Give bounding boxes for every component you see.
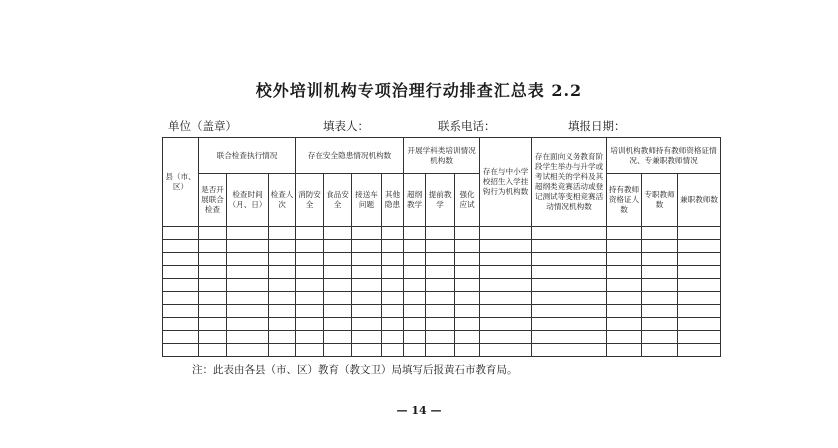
table-cell [642, 318, 678, 331]
table-cell [227, 240, 269, 253]
table-row [163, 240, 721, 253]
table-cell [352, 253, 382, 266]
table-cell [296, 279, 324, 292]
table-cell [324, 331, 352, 344]
table-cell [382, 344, 404, 357]
table-cell [678, 292, 721, 305]
table-cell [352, 344, 382, 357]
table-cell [296, 318, 324, 331]
table-body [163, 227, 721, 357]
table-cell [532, 331, 607, 344]
table-cell [607, 318, 642, 331]
table-cell [678, 331, 721, 344]
table-cell [352, 305, 382, 318]
table-cell [269, 266, 296, 279]
table-cell [480, 266, 532, 279]
table-cell [382, 266, 404, 279]
table-cell [227, 292, 269, 305]
table-cell [678, 318, 721, 331]
table-cell [426, 292, 455, 305]
table-cell [163, 227, 199, 240]
table-cell [296, 344, 324, 357]
table-cell [324, 227, 352, 240]
subheader-beyond-syllabus: 超纲教学 [404, 174, 426, 227]
table-cell [455, 318, 480, 331]
table-cell [199, 292, 227, 305]
table-cell [404, 318, 426, 331]
table-cell [607, 344, 642, 357]
table-cell [324, 305, 352, 318]
table-row [163, 292, 721, 305]
table-cell [199, 305, 227, 318]
table-cell [163, 292, 199, 305]
table-cell [480, 344, 532, 357]
table-cell [296, 292, 324, 305]
table-cell [199, 240, 227, 253]
table-cell [227, 266, 269, 279]
table-cell [404, 253, 426, 266]
table-cell [642, 279, 678, 292]
table-cell [296, 305, 324, 318]
table-cell [324, 279, 352, 292]
table-cell [324, 318, 352, 331]
table-cell [163, 344, 199, 357]
table-cell [199, 279, 227, 292]
table-cell [296, 253, 324, 266]
table-cell [642, 227, 678, 240]
table-cell [199, 253, 227, 266]
table-cell [404, 331, 426, 344]
table-cell [404, 292, 426, 305]
table-cell [324, 266, 352, 279]
table-cell [455, 266, 480, 279]
table-cell [607, 331, 642, 344]
table-cell [382, 227, 404, 240]
table-cell [480, 305, 532, 318]
table-cell [199, 227, 227, 240]
table-cell [382, 253, 404, 266]
table-cell [269, 318, 296, 331]
header-competition: 存在面向义务教育阶段学生举办与升学或考试相关的学科及其超纲类竞赛活动或登记测试等变相竞赛活动情况机构数 [532, 138, 607, 227]
footnote: 注：此表由各县（市、区）教育（教文卫）局填写后报黄石市教育局。 [192, 364, 518, 376]
table-cell [642, 292, 678, 305]
subheader-parttime-teachers: 兼职教师数 [678, 174, 721, 227]
table-cell [352, 318, 382, 331]
table-cell [455, 331, 480, 344]
table-cell [455, 292, 480, 305]
table-cell [678, 227, 721, 240]
header-teachers: 培训机构教师持有教师资格证情况、专兼职教师情况 [607, 138, 721, 174]
table-cell [426, 331, 455, 344]
table-cell [199, 318, 227, 331]
table-row [163, 331, 721, 344]
table-cell [163, 331, 199, 344]
table-cell [607, 266, 642, 279]
table-cell [324, 253, 352, 266]
table-cell [607, 240, 642, 253]
table-cell [324, 240, 352, 253]
table-cell [532, 292, 607, 305]
table-cell [382, 279, 404, 292]
table-cell [678, 253, 721, 266]
table-cell [227, 279, 269, 292]
table-cell [532, 227, 607, 240]
table-cell [269, 292, 296, 305]
table-cell [352, 227, 382, 240]
table-cell [382, 292, 404, 305]
table-cell [426, 266, 455, 279]
table-cell [532, 305, 607, 318]
header-county: 县（市、区） [163, 138, 199, 227]
table-cell [404, 344, 426, 357]
subheader-shuttle: 接送车问题 [352, 174, 382, 227]
table-row [163, 318, 721, 331]
table-cell [269, 253, 296, 266]
table-cell [426, 240, 455, 253]
table-cell [642, 266, 678, 279]
table-cell [324, 344, 352, 357]
subheader-fulltime-teachers: 专职教师数 [642, 174, 678, 227]
table-cell [678, 279, 721, 292]
table-cell [296, 227, 324, 240]
table-cell [382, 240, 404, 253]
table-cell [382, 305, 404, 318]
table-cell [426, 344, 455, 357]
table-cell [227, 344, 269, 357]
subheader-fire-safety: 消防安全 [296, 174, 324, 227]
subheader-advance-teaching: 提前教学 [426, 174, 455, 227]
table-cell [426, 305, 455, 318]
subheader-certified-teachers: 持有教师资格证人数 [607, 174, 642, 227]
table-cell [607, 253, 642, 266]
table-cell [269, 344, 296, 357]
table-cell [532, 318, 607, 331]
header-safety-hazards: 存在安全隐患情况机构数 [296, 138, 404, 174]
table-cell [199, 344, 227, 357]
page-title: 校外培训机构专项治理行动排查汇总表 2.2 [255, 81, 583, 100]
table-cell [678, 305, 721, 318]
filler-label: 填表人： [323, 119, 369, 133]
table-cell [404, 305, 426, 318]
subheader-exam-drilling: 强化应试 [455, 174, 480, 227]
table-cell [480, 318, 532, 331]
table-row [163, 344, 721, 357]
table-cell [607, 305, 642, 318]
table-cell [352, 266, 382, 279]
table-cell [480, 227, 532, 240]
header-enrollment-linkage: 存在与中小学校招生入学挂钩行为机构数 [480, 138, 532, 227]
table-cell [426, 227, 455, 240]
table-cell [382, 318, 404, 331]
table-cell [642, 240, 678, 253]
header-subject-training: 开展学科类培训情况机构数 [404, 138, 480, 174]
table-cell [269, 331, 296, 344]
table-cell [532, 253, 607, 266]
table-cell [163, 318, 199, 331]
table-cell [269, 305, 296, 318]
table-cell [269, 279, 296, 292]
table-cell [455, 253, 480, 266]
table-cell [352, 331, 382, 344]
table-cell [426, 253, 455, 266]
table-cell [163, 279, 199, 292]
table-cell [607, 227, 642, 240]
table-cell [296, 240, 324, 253]
table-cell [163, 305, 199, 318]
summary-table [162, 137, 721, 357]
subheader-check-count: 检查人次 [269, 174, 296, 227]
table-cell [455, 240, 480, 253]
table-cell [455, 344, 480, 357]
table-cell [269, 227, 296, 240]
table-cell [607, 292, 642, 305]
table-cell [352, 279, 382, 292]
form-meta-line [168, 118, 728, 134]
table-cell [480, 240, 532, 253]
table-cell [480, 331, 532, 344]
table-row [163, 279, 721, 292]
header-joint-inspection: 联合检查执行情况 [199, 138, 296, 174]
table-cell [678, 240, 721, 253]
table-cell [607, 279, 642, 292]
table-cell [382, 331, 404, 344]
table-cell [426, 279, 455, 292]
table-row [163, 253, 721, 266]
table-cell [296, 266, 324, 279]
table-cell [532, 266, 607, 279]
table-cell [163, 240, 199, 253]
page-number: — 14 — [396, 404, 442, 417]
table-cell [455, 279, 480, 292]
table-cell [227, 253, 269, 266]
subheader-other-hazard: 其他隐患 [382, 174, 404, 227]
table-cell [227, 331, 269, 344]
table-cell [352, 292, 382, 305]
table-cell [455, 305, 480, 318]
table-cell [532, 240, 607, 253]
table-cell [296, 331, 324, 344]
table-cell [678, 266, 721, 279]
table-cell [404, 227, 426, 240]
table-cell [455, 227, 480, 240]
table-cell [199, 266, 227, 279]
table-cell [404, 240, 426, 253]
table-cell [163, 266, 199, 279]
table-cell [642, 305, 678, 318]
table-cell [324, 292, 352, 305]
date-label: 填报日期： [568, 119, 626, 133]
table-cell [227, 305, 269, 318]
table-cell [426, 318, 455, 331]
table-cell [352, 240, 382, 253]
table-cell [532, 344, 607, 357]
table-cell [678, 344, 721, 357]
subheader-check-date: 检查时间（月、日） [227, 174, 269, 227]
table-row [163, 266, 721, 279]
table-cell [480, 292, 532, 305]
phone-label: 联系电话： [438, 119, 496, 133]
table-row [163, 305, 721, 318]
table-cell [404, 266, 426, 279]
table-cell [163, 253, 199, 266]
table-cell [642, 331, 678, 344]
table-cell [642, 344, 678, 357]
unit-label: 单位（盖章） [168, 119, 237, 133]
table-cell [480, 253, 532, 266]
table-row [163, 227, 721, 240]
subheader-joint-check: 是否开展联合检查 [199, 174, 227, 227]
table-cell [269, 240, 296, 253]
table-cell [532, 279, 607, 292]
subheader-food-safety: 食品安全 [324, 174, 352, 227]
table-cell [642, 253, 678, 266]
table-cell [227, 227, 269, 240]
table-cell [227, 318, 269, 331]
table-cell [480, 279, 532, 292]
table-cell [404, 279, 426, 292]
table-cell [199, 331, 227, 344]
